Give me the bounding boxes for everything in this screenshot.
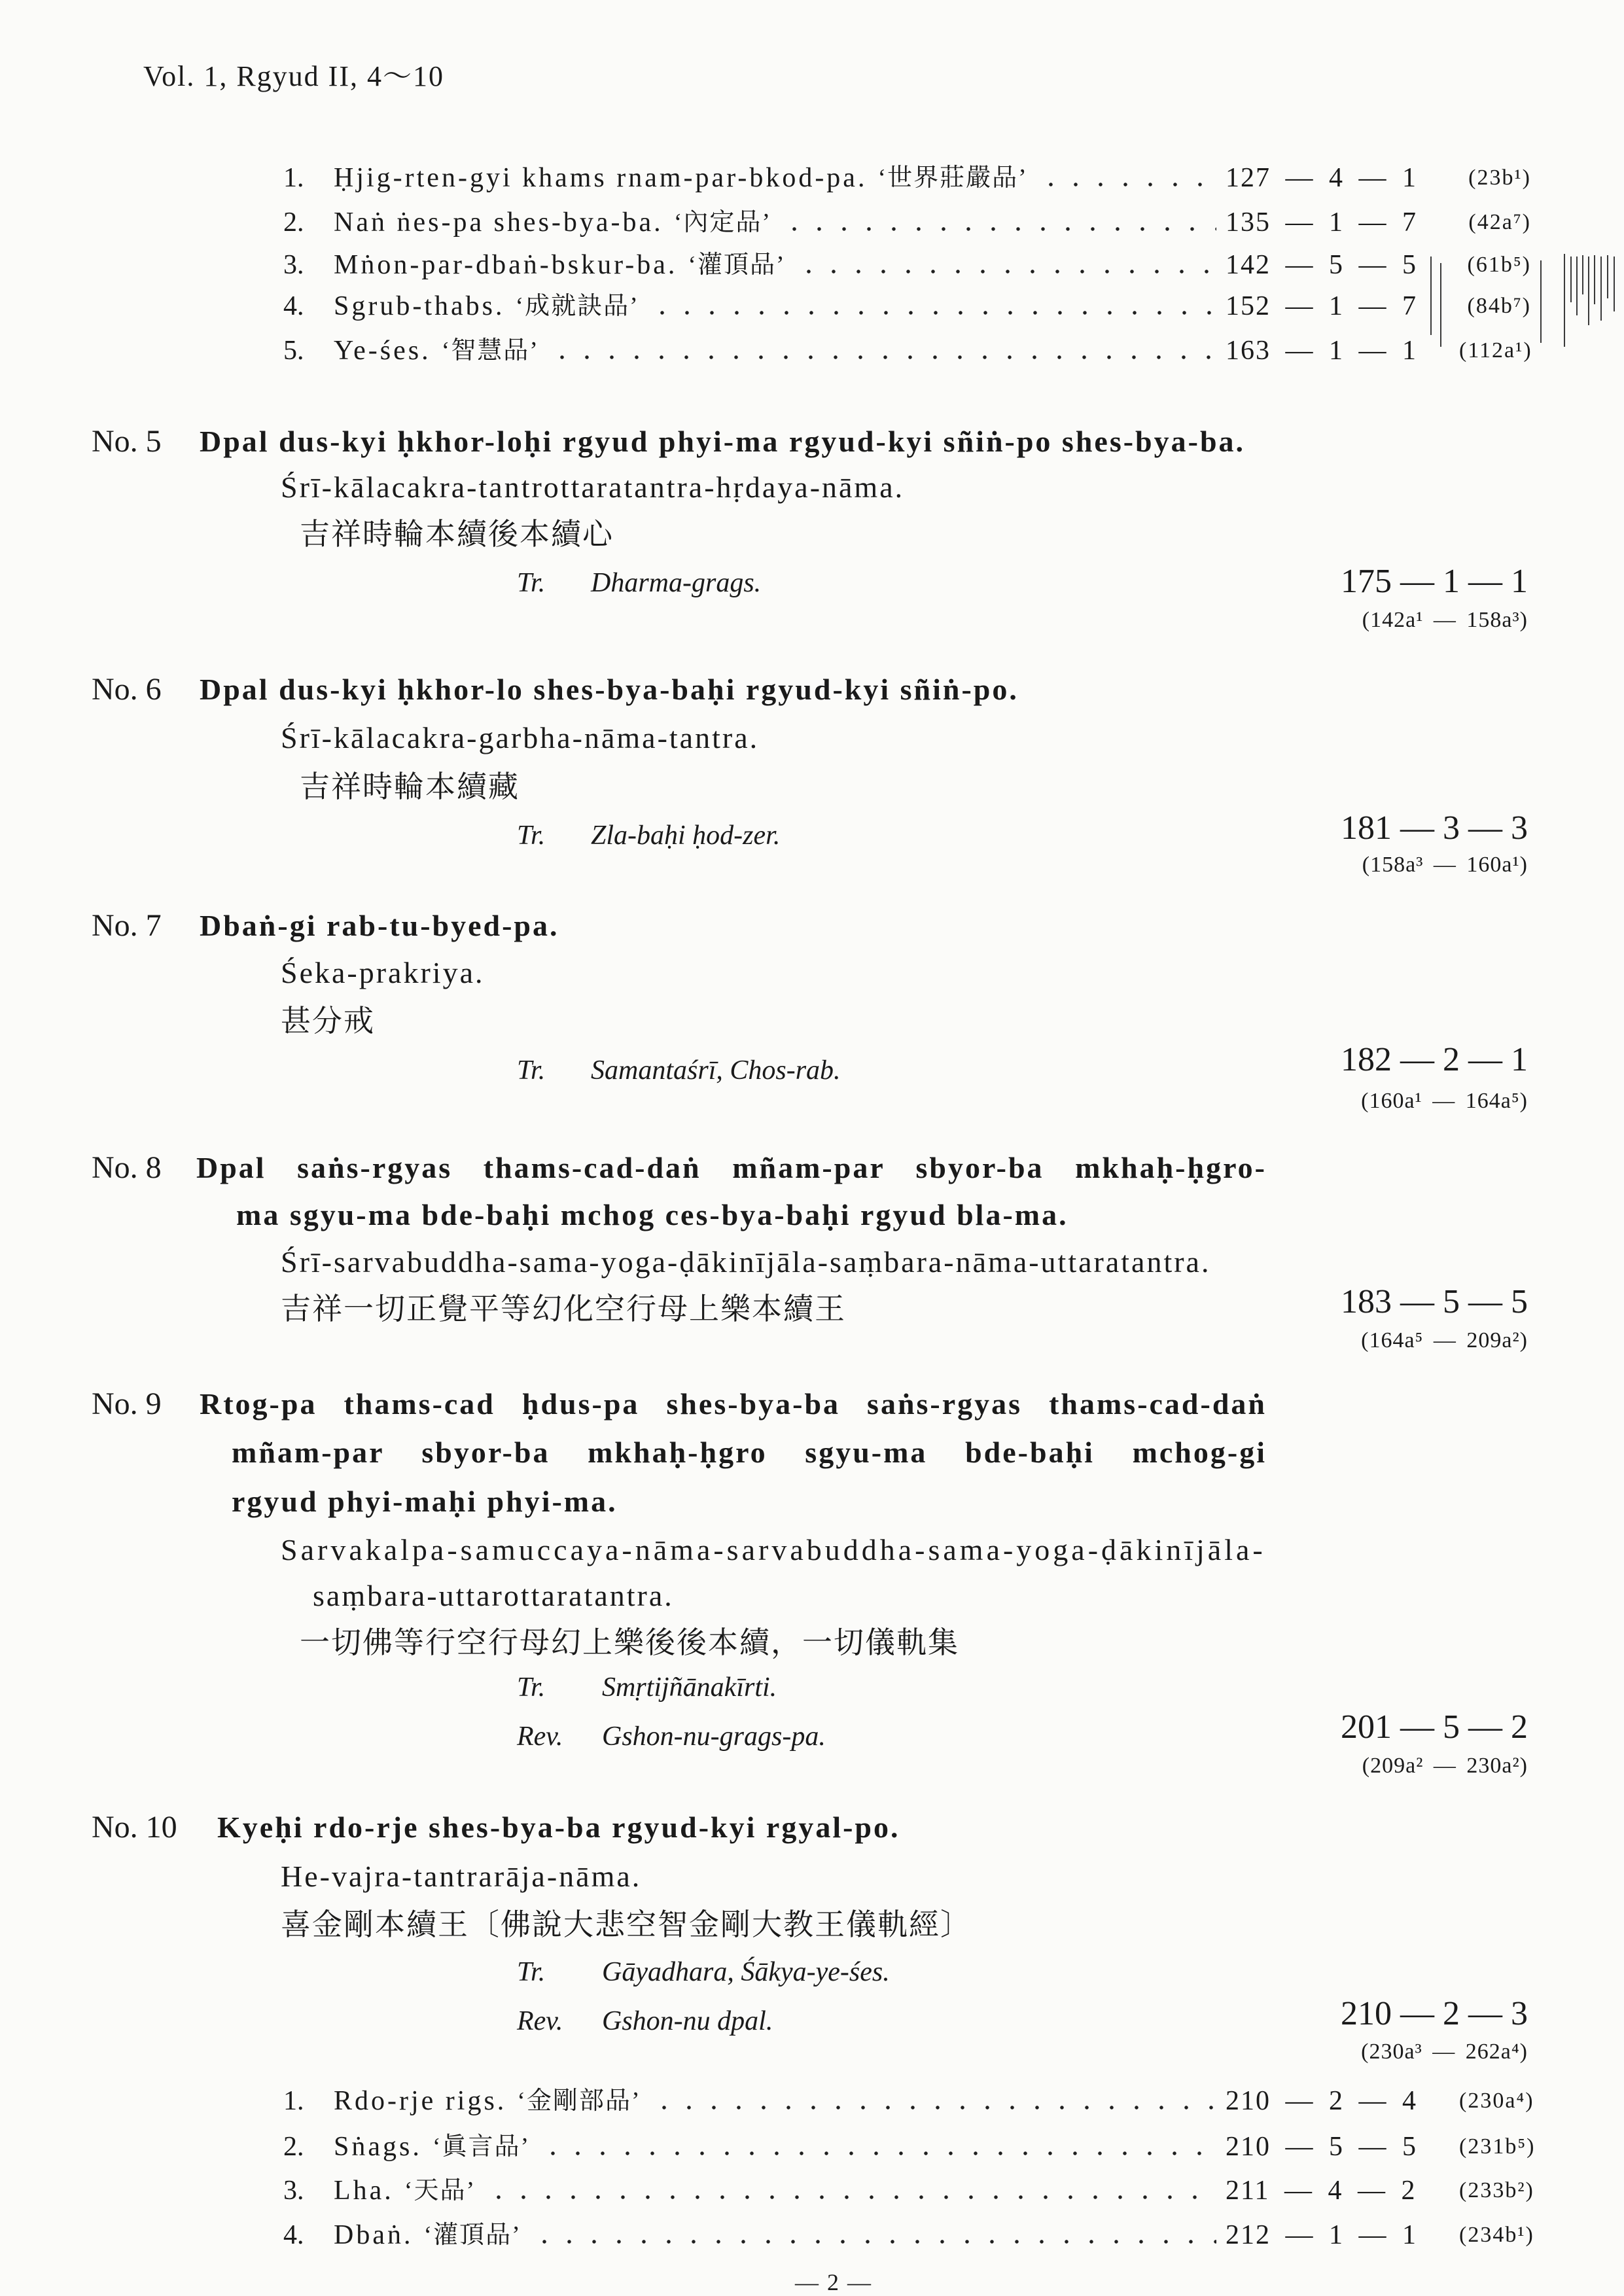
scan-artifact bbox=[1582, 255, 1583, 294]
credit-name: Gāyadhara, Śākya-ye-śes. bbox=[602, 1957, 890, 1987]
entry-sanskrit-title: Śrī-kālacakra-garbha-nāma-tantra. bbox=[281, 721, 760, 754]
chapter-tibetan-title: Ḥjig-rten-gyi khams rnam-par-bkod-pa. bbox=[334, 163, 868, 193]
chapter-row bbox=[283, 290, 1531, 323]
entry-reviser bbox=[517, 2003, 773, 2040]
entry-chinese-title: 吉祥一切正覺平等幻化空行母上樂本續王 bbox=[281, 1292, 846, 1326]
scan-artifact bbox=[1570, 256, 1572, 302]
chapter-row bbox=[283, 2085, 1534, 2117]
chapter-number: 5. bbox=[283, 336, 304, 366]
entry-page-ref: 210 — 2 — 3 bbox=[1341, 1995, 1528, 2032]
chapter-folio: (233b²) bbox=[1459, 2178, 1534, 2202]
chapter-folio: (84b⁷) bbox=[1467, 294, 1531, 318]
chapter-number: 3. bbox=[283, 2176, 304, 2206]
credit-role: Tr. bbox=[517, 1672, 546, 1703]
chapter-number: 2. bbox=[283, 207, 304, 238]
credit-role: Rev. bbox=[517, 1722, 563, 1752]
chapter-folio: (42a⁷) bbox=[1468, 210, 1531, 234]
chapter-chinese-title: ‘金剛部品’ bbox=[517, 2087, 641, 2115]
credit-role: Rev. bbox=[517, 2006, 563, 2036]
chapter-tibetan-title: Rdo-rje rigs. bbox=[334, 2086, 507, 2116]
chapter-page-ref: 210 — 2 — 4 bbox=[1226, 2086, 1417, 2116]
chapter-page-ref: 163 — 1 — 1 bbox=[1226, 336, 1417, 366]
entry-tibetan-title: Dpal dus-kyi ḥkhor-loḥi rgyud phyi-ma rgyud-kyi sñiṅ-po shes-bya-ba. bbox=[200, 425, 1246, 458]
chapter-tibetan-title: Sṅags. bbox=[334, 2132, 422, 2162]
scan-artifact bbox=[1594, 255, 1595, 304]
entry-number: No. 10 bbox=[92, 1810, 177, 1845]
entry-number: No. 8 bbox=[92, 1150, 162, 1185]
entry-page-ref: 182 — 2 — 1 bbox=[1341, 1041, 1528, 1078]
scan-artifact bbox=[1430, 256, 1432, 335]
entry-folio-range: (158a³ — 160a¹) bbox=[1362, 853, 1528, 877]
credit-role: Tr. bbox=[517, 568, 546, 598]
credit-name: Dharma-grags. bbox=[591, 568, 762, 598]
scan-artifact bbox=[1576, 256, 1578, 315]
scan-artifact bbox=[1564, 254, 1565, 347]
credit-role: Tr. bbox=[517, 1957, 546, 1987]
chapter-row bbox=[283, 2174, 1534, 2207]
entry-translator bbox=[517, 1052, 841, 1089]
chapter-chinese-title: ‘智慧品’ bbox=[441, 337, 539, 364]
entry-tibetan-title: Dbaṅ-gi rab-tu-byed-pa. bbox=[200, 909, 559, 942]
entry-page-ref: 183 — 5 — 5 bbox=[1341, 1283, 1528, 1320]
chapter-row bbox=[283, 162, 1531, 194]
credit-name: Samantaśrī, Chos-rab. bbox=[591, 1055, 841, 1086]
chapter-row bbox=[283, 334, 1531, 367]
chapter-row bbox=[283, 249, 1531, 281]
entry-number: No. 6 bbox=[92, 672, 162, 707]
entry-folio-range: (209a² — 230a²) bbox=[1362, 1754, 1528, 1778]
entry-chinese-title: 吉祥時輪本續藏 bbox=[300, 770, 520, 804]
scan-artifact bbox=[1440, 263, 1441, 347]
credit-role: Tr. bbox=[517, 1055, 546, 1086]
chapter-number: 2. bbox=[283, 2132, 304, 2162]
chapter-number: 4. bbox=[283, 2220, 304, 2250]
chapter-row bbox=[283, 2130, 1536, 2163]
entry-sanskrit-title: Śeka-prakriya. bbox=[281, 956, 485, 989]
chapter-chinese-title: ‘內定品’ bbox=[673, 209, 771, 236]
chapter-page-ref: 127 — 4 — 1 bbox=[1226, 163, 1417, 193]
chapter-number: 3. bbox=[283, 250, 304, 280]
chapter-row bbox=[283, 2219, 1534, 2252]
entry-chinese-title: 甚分戒 bbox=[281, 1004, 375, 1038]
entry-sanskrit-title-continued: saṃbara-uttarottaratantra. bbox=[313, 1579, 674, 1612]
chapter-tibetan-title: Mṅon-par-dbaṅ-bskur-ba. bbox=[334, 250, 678, 280]
entry-tibetan-title: Dpal dus-kyi ḥkhor-lo shes-bya-baḥi rgyud-kyi sñiṅ-po. bbox=[200, 673, 1019, 706]
entry-folio-range: (230a³ — 262a⁴) bbox=[1361, 2040, 1528, 2064]
chapter-chinese-title: ‘灌頂品’ bbox=[688, 251, 786, 279]
entry-translator bbox=[517, 565, 761, 601]
dot-leader bbox=[486, 2174, 1216, 2207]
entry-tibetan-title: Rtog-pa thams-cad ḥdus-pa shes-bya-ba saṅs-rgyas thams-cad-daṅ bbox=[200, 1387, 1267, 1421]
credit-name: Gshon-nu dpal. bbox=[602, 2006, 773, 2036]
credit-name: Smṛtijñānakīrti. bbox=[602, 1672, 777, 1703]
chapter-chinese-title: ‘世界莊嚴品’ bbox=[877, 164, 1028, 192]
page-number: — 2 — bbox=[795, 2269, 872, 2295]
chapter-number: 1. bbox=[283, 2086, 304, 2116]
entry-number: No. 7 bbox=[92, 908, 162, 943]
scan-artifact bbox=[1607, 255, 1608, 298]
dot-leader bbox=[796, 249, 1216, 281]
credit-name: Zla-baḥi ḥod-zer. bbox=[591, 821, 781, 851]
dot-leader bbox=[652, 2085, 1216, 2117]
dot-leader bbox=[550, 334, 1216, 367]
dot-leader bbox=[782, 206, 1216, 239]
entry-tibetan-title-continued: rgyud phyi-maḥi phyi-ma. bbox=[232, 1485, 618, 1518]
dot-leader bbox=[650, 290, 1216, 323]
entry-tibetan-title: Dpal saṅs-rgyas thams-cad-daṅ mñam-par sbyor-ba mkhaḥ-ḥgro- bbox=[196, 1151, 1267, 1184]
chapter-folio: (61b⁵) bbox=[1467, 253, 1531, 277]
chapter-folio: (23b¹) bbox=[1468, 166, 1531, 190]
chapter-chinese-title: ‘眞言品’ bbox=[432, 2133, 531, 2161]
chapter-tibetan-title: Ye-śes. bbox=[334, 336, 431, 366]
entry-sanskrit-title: He-vajra-tantrarāja-nāma. bbox=[281, 1860, 642, 1893]
scan-artifact bbox=[1614, 256, 1615, 311]
scan-artifact bbox=[1540, 260, 1542, 343]
chapter-page-ref: 135 — 1 — 7 bbox=[1226, 207, 1417, 238]
chapter-tibetan-title: Lha. bbox=[334, 2176, 394, 2206]
chapter-chinese-title: ‘天品’ bbox=[404, 2177, 476, 2204]
chapter-folio: (230a⁴) bbox=[1459, 2089, 1534, 2113]
chapter-row bbox=[283, 206, 1531, 239]
dot-leader bbox=[1038, 162, 1216, 194]
entry-page-ref: 175 — 1 — 1 bbox=[1341, 563, 1528, 600]
chapter-folio: (231b⁵) bbox=[1459, 2134, 1536, 2159]
entry-translator bbox=[517, 817, 780, 854]
entry-page-ref: 181 — 3 — 3 bbox=[1341, 809, 1528, 847]
chapter-tibetan-title: Naṅ ṅes-pa shes-bya-ba. bbox=[334, 207, 663, 238]
chapter-page-ref: 142 — 5 — 5 bbox=[1226, 250, 1417, 280]
entry-tibetan-title-continued: ma sgyu-ma bde-baḥi mchog ces-bya-baḥi rgyud bla-ma. bbox=[236, 1198, 1068, 1231]
entry-chinese-title: 喜金剛本續王〔佛說大悲空智金剛大教王儀軌經〕 bbox=[281, 1908, 972, 1941]
chapter-tibetan-title: Dbaṅ. bbox=[334, 2220, 414, 2250]
entry-translator bbox=[517, 1954, 890, 1990]
entry-tibetan-title: Kyeḥi rdo-rje shes-bya-ba rgyud-kyi rgyal-po. bbox=[217, 1810, 900, 1844]
chapter-tibetan-title: Sgrub-thabs. bbox=[334, 291, 505, 321]
chapter-folio: (234b¹) bbox=[1459, 2223, 1534, 2247]
entry-page-ref: 201 — 5 — 2 bbox=[1341, 1708, 1528, 1746]
running-head: Vol. 1, Rgyud II, 4～10 bbox=[143, 60, 444, 92]
chapter-page-ref: 210 — 5 — 5 bbox=[1226, 2132, 1417, 2162]
entry-chinese-title: 吉祥時輪本續後本續心 bbox=[300, 518, 614, 551]
entry-folio-range: (164a⁵ — 209a²) bbox=[1361, 1328, 1528, 1352]
entry-number: No. 9 bbox=[92, 1386, 162, 1421]
chapter-page-ref: 212 — 1 — 1 bbox=[1226, 2220, 1417, 2250]
credit-name: Gshon-nu-grags-pa. bbox=[602, 1722, 826, 1752]
entry-folio-range: (142a¹ — 158a³) bbox=[1362, 608, 1528, 632]
chapter-number: 4. bbox=[283, 291, 304, 321]
chapter-page-ref: 152 — 1 — 7 bbox=[1226, 291, 1417, 321]
entry-translator bbox=[517, 1669, 777, 1706]
chapter-page-ref: 211 — 4 — 2 bbox=[1226, 2176, 1417, 2206]
entry-chinese-title: 一切佛等行空行母幻上樂後後本續，一切儀軌集 bbox=[300, 1626, 959, 1659]
entry-sanskrit-title: Śrī-sarvabuddha-sama-yoga-ḍākinījāla-saṃbara-nāma-uttaratantra. bbox=[281, 1245, 1211, 1279]
chapter-chinese-title: ‘成就訣品’ bbox=[515, 292, 639, 320]
chapter-number: 1. bbox=[283, 163, 304, 193]
dot-leader bbox=[532, 2219, 1216, 2252]
dot-leader bbox=[540, 2130, 1216, 2163]
entry-tibetan-title-continued: mñam-par sbyor-ba mkhaḥ-ḥgro sgyu-ma bde-baḥi mchog-gi bbox=[232, 1436, 1267, 1469]
entry-folio-range: (160a¹ — 164a⁵) bbox=[1361, 1089, 1528, 1113]
chapter-folio: (112a¹) bbox=[1459, 338, 1532, 362]
entry-sanskrit-title: Sarvakalpa-samuccaya-nāma-sarvabuddha-sama-yoga-ḍākinījāla- bbox=[281, 1533, 1266, 1566]
scan-artifact bbox=[1588, 256, 1589, 325]
entry-number: No. 5 bbox=[92, 424, 162, 459]
chapter-chinese-title: ‘灌頂品’ bbox=[423, 2221, 521, 2249]
credit-role: Tr. bbox=[517, 821, 546, 851]
scan-artifact bbox=[1600, 256, 1602, 321]
entry-sanskrit-title: Śrī-kālacakra-tantrottaratantra-hṛdaya-nāma. bbox=[281, 470, 905, 504]
entry-reviser bbox=[517, 1718, 826, 1755]
